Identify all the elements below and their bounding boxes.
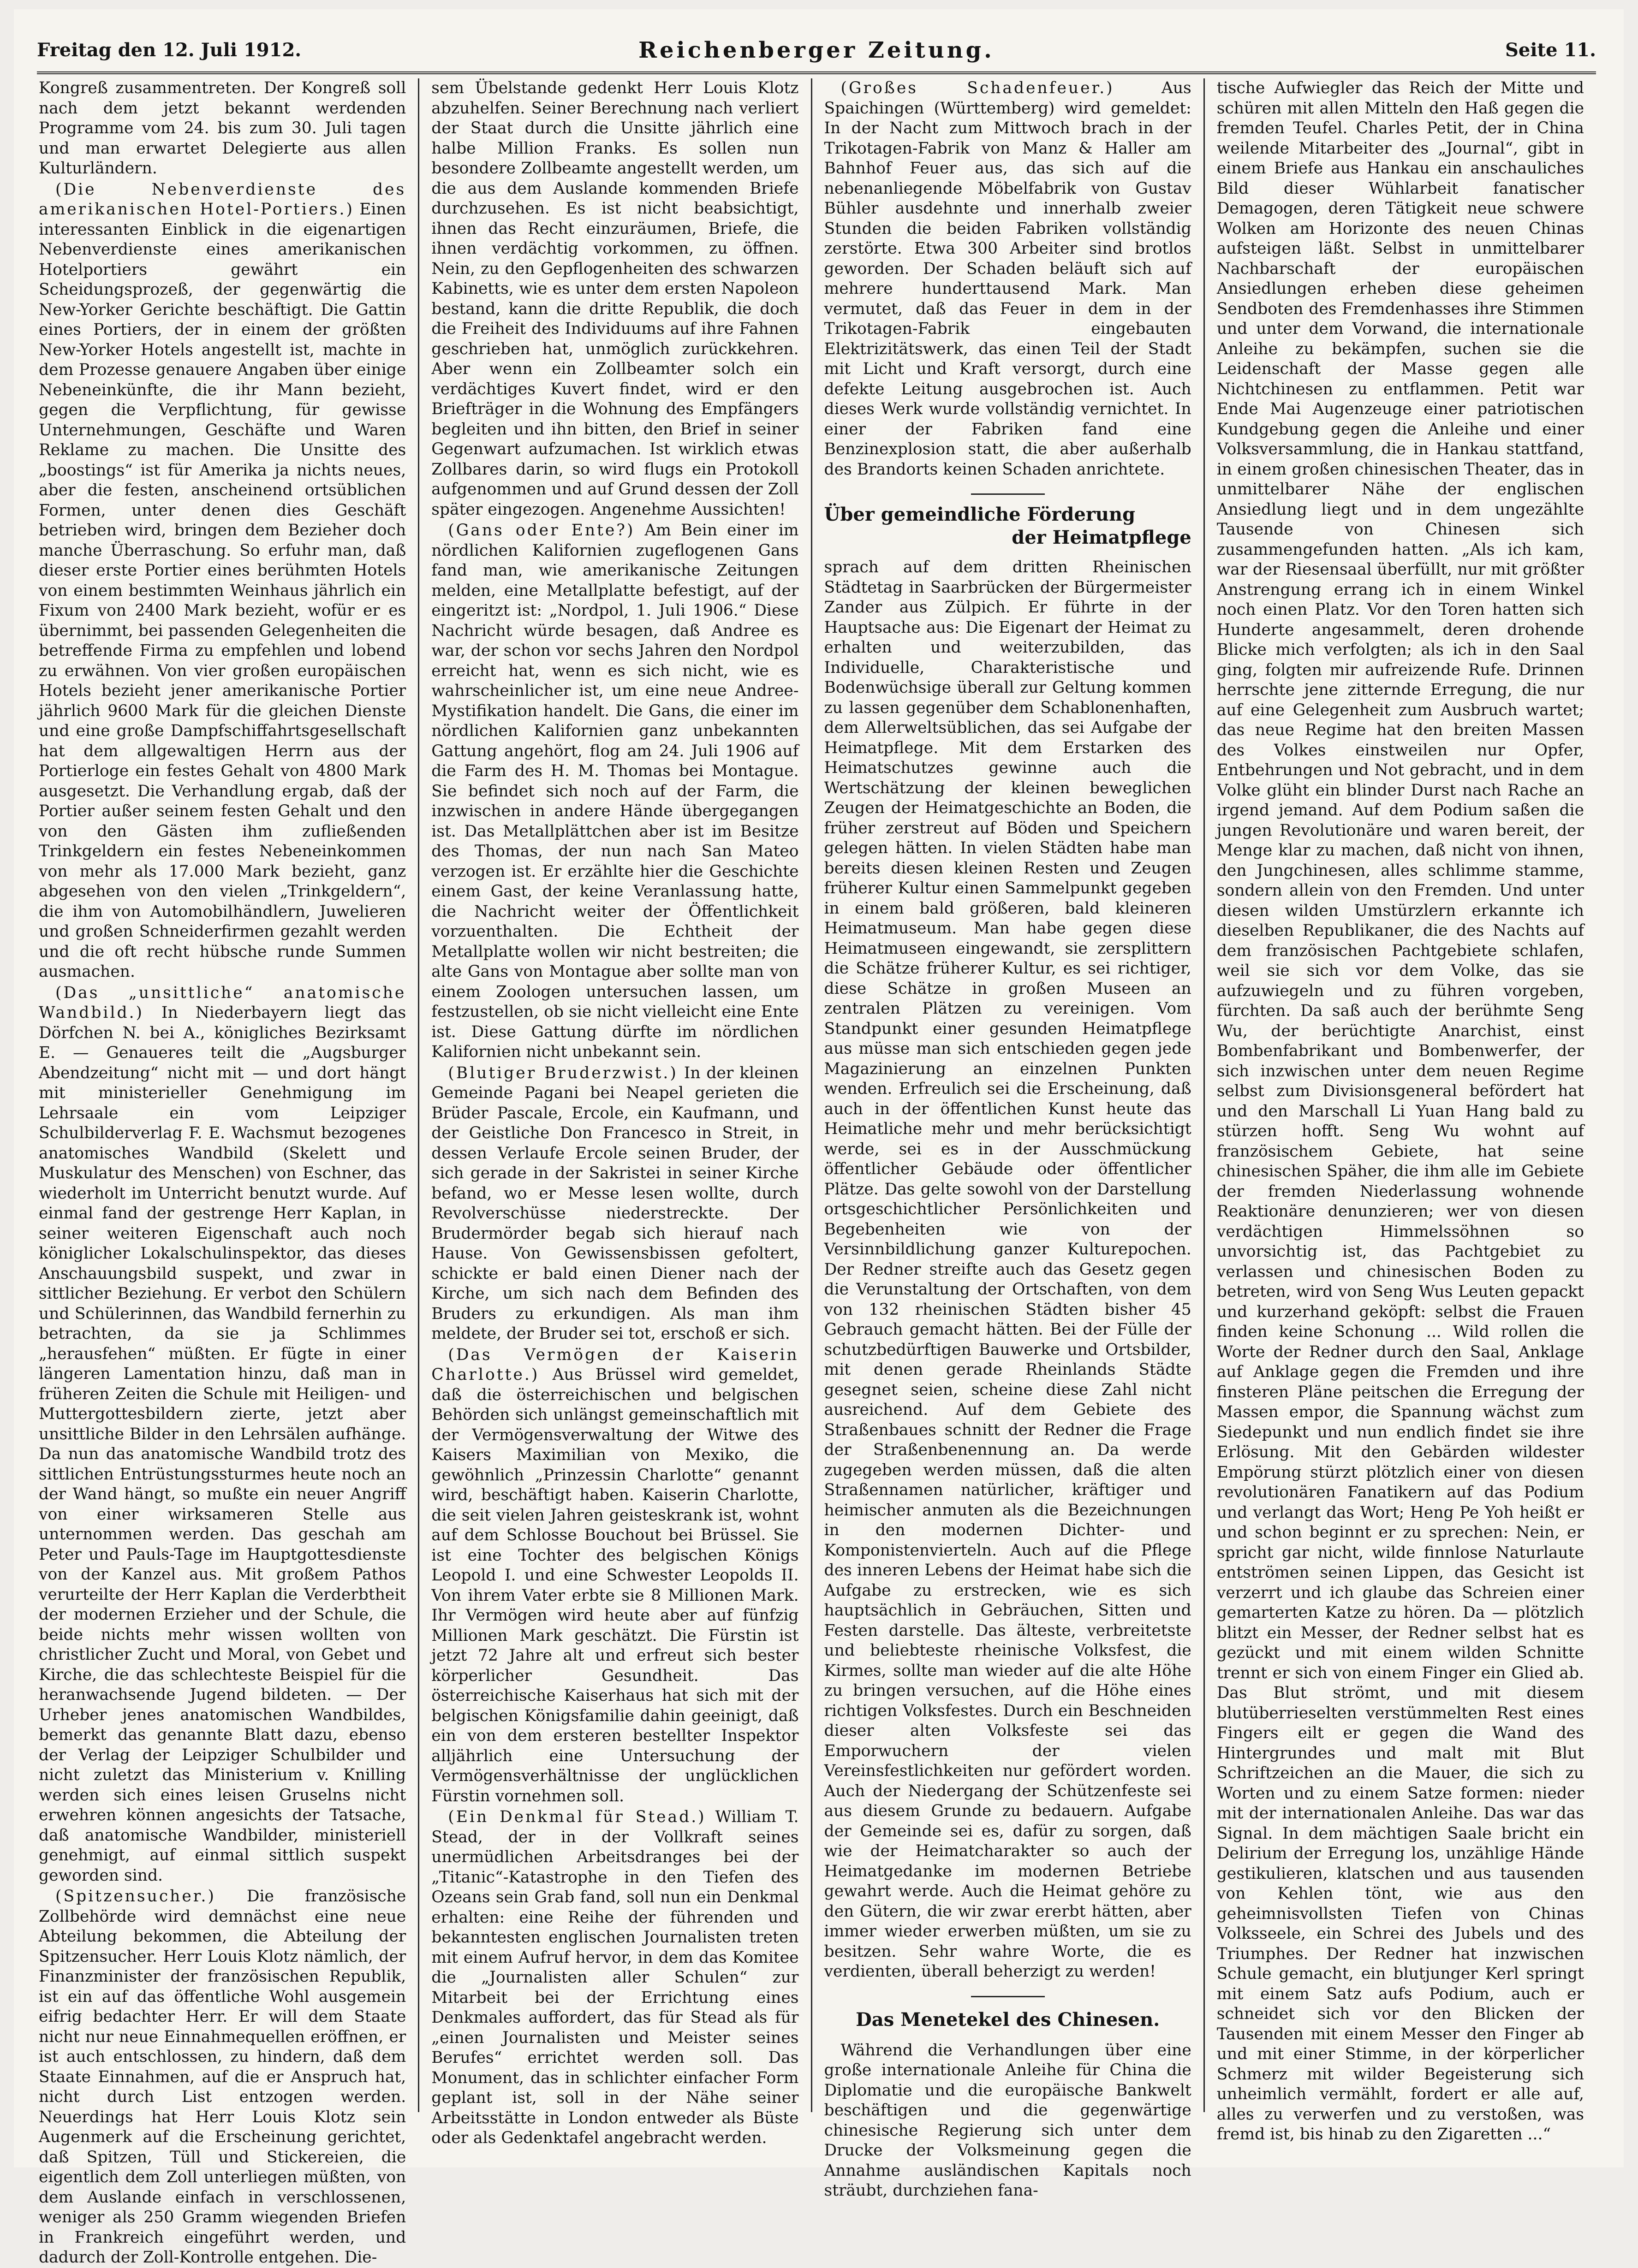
article-kicker: (Großes Schadenfeuer.)	[840, 79, 1114, 97]
headline-heimatpflege-line2: der Heimatpflege	[1012, 527, 1191, 548]
article-columns	[37, 78, 1596, 2267]
article-paragraph	[824, 78, 1191, 480]
page-header	[37, 35, 1596, 74]
article-text: Am Bein einer im nördlichen Kalifornien zugeflogenen Gans fand man, wie amerikanische Zeitungen melden, eine Metallplatte befestigt, auf der eingeritzt ist: „Nordpol, 1. Juli 1906.“ Diese Nachricht würde besagen, daß Andree es war, der schon vor sechs Jahren den Nordpol erreicht hat, wenn es sich nicht, wie es wahrscheinlicher ist, um eine neue Andree-Mystifikation handelt. Die Gans, die einer im nördlichen Kalifornien ganz unbekannten Gattung angehört, flog am 24. Juli 1906 auf die Farm des H. M. Thomas bei Montague. Sie befindet sich noch auf der Farm, die inzwischen in andere Hände übergegangen ist. Das Metallplättchen aber ist im Besitze des Thomas, der nun nach San Mateo verzogen ist. Er erzählte hier die Geschichte einem Gast, der keine Veranlassung hatte, die Nachricht weiter der Öffentlichkeit vorzuenthalten. Die Echtheit der Metallplatte wollen wir nicht bestreiten; die alte Gans von Montague aber sollte man von einem Zoologen untersuchen lassen, um festzustellen, ob sie nicht vielleicht eine Ente ist. Diese Gattung dürfte im nördlichen Kalifornien nicht unbekannt sein.	[431, 521, 799, 1061]
article-kicker: (Das Vermögen der Kaiserin Charlotte.)	[431, 1345, 799, 1384]
article-paragraph	[431, 78, 798, 520]
article-paragraph	[431, 1063, 798, 1344]
article-kicker: (Ein Denkmal für Stead.)	[448, 1808, 706, 1826]
column-3-top	[824, 78, 1191, 480]
column-3	[812, 78, 1205, 2200]
article-text: Die französische Zollbehörde wird demnächst eine neue Abteilung bekommen, die Abteilung der Spitzensucher. Herr Louis Klotz nämlich, der Finanzminister der französischen Republik, ist ein auf das öffentliche Wohl ausgemein eifrig bedachter Herr. Er will dem Staate nicht nur neue Einnahmequellen eröffnen, er ist auch entschlossen, zu hindern, daß dem Staate Einnahmen, auf die er Anspruch hat, nicht durch List entzogen werden. Neuerdings hat Herr Louis Klotz sein Augenmerk auf die Erscheinung gerichtet, daß Spitzen, Tüll und Stickereien, die eigentlich dem Zoll unterliegen müßten, von dem Auslande einfach in verschlossenen, weniger als 250 Gramm wiegenden Briefen in Frankreich eingeführt werden, und dadurch der Zoll-Kontrolle entgehen. Die-	[39, 1887, 406, 2267]
article-text: Aus Brüssel wird gemeldet, daß die österreichischen und belgischen Behörden sich unlängst gemeinschaftlich mit der Vermögensverwaltung der Witwe des Kaisers Maximilian von Mexiko, die gewöhnlich „Prinzessin Charlotte“ genannt wird, beschäftigt haben. Kaiserin Charlotte, die seit vielen Jahren geisteskrank ist, wohnt auf dem Schlosse Bouchout bei Brüssel. Sie ist eine Tochter des belgischen Königs Leopold I. und eine Schwester Leopolds II. Von ihrem Vater erbte sie 8 Millionen Mark. Ihr Vermögen wird heute aber auf fünfzig Millionen Mark geschätzt. Die Fürstin ist jetzt 72 Jahre alt und erfreut sich bester körperlicher Gesundheit. Das österreichische Kaiserhaus hat sich mit der belgischen Königsfamilie dahin geeinigt, daß ein von dem ersteren bestellter Inspektor alljährlich eine Untersuchung der Vermögensverhältnisse der unglücklichen Fürstin vornehmen soll.	[431, 1366, 799, 1805]
issue-date: Freitag den 12. Juli 1912.	[37, 39, 302, 61]
article-text: William T. Stead, der in der Vollkraft seines unermüdlichen Arbeitsdranges bei der „Titanic“-Katastrophe in den Tiefen des Ozeans sein Grab fand, soll nun ein Denkmal erhalten: eine Reihe der führenden und bekanntesten englischen Journalisten treten mit einem Aufruf hervor, in dem das Komitee die „Journalisten aller Schulen“ zur Mitarbeit bei der Errichtung eines Denkmales auffordert, das für Stead als für „einen Journalisten und Meister seines Berufes“ errichtet werden soll. Das Monument, das in schlichter einfacher Form geplant ist, soll in der Nähe seiner Arbeitsstätte in London entweder als Büste oder als Gedenktafel angebracht werden.	[431, 1808, 799, 2147]
article-text: In der kleinen Gemeinde Pagani bei Neapel gerieten die Brüder Pascale, Ercole, ein Kaufmann, und der Geistliche Don Francesco in Streit, in dessen Verlaufe Ercole seinen Bruder, der sich gerade in der Sakristei in seiner Kirche befand, wo er Messe lesen wollte, durch Revolverschüsse niederstreckte. Der Brudermörder begab sich hierauf nach Hause. Von Gewissensbissen gefoltert, schickte er bald einen Diener nach der Kirche, um sich nach dem Befinden des Bruders zu erkundigen. Als man ihm meldete, der Bruder sei tot, erschoß er sich.	[431, 1063, 799, 1343]
article-paragraph	[39, 180, 406, 982]
article-text: sem Übelstande gedenkt Herr Louis Klotz abzuhelfen. Seiner Berechnung nach verliert der Staat durch die Unsitte jährlich eine halbe Million Franks. Es sollen nun besondere Zollbeamte angestellt werden, um die aus dem Auslande kommenden Briefe durchzusehen. Es ist nicht beabsichtigt, ihnen das Recht einzuräumen, Briefe, die ihnen verdächtig vorkommen, zu öffnen. Nein, zu den Gepflogenheiten des schwarzen Kabinetts, wie es unter dem ersten Napoleon bestand, kann die dritte Republik, die doch die Freiheit des Individuums auf ihre Fahnen geschrieben hat, unmöglich zurückkehren. Aber wenn ein Zollbeamter solch ein verdächtiges Kuvert findet, wird er den Briefträger in die Wohnung des Empfängers begleiten und ihn bitten, den Brief in seiner Gegenwart aufzumachen. Ist wirklich etwas Zollbares darin, so wird flugs ein Protokoll aufgenommen und auf Grund dessen der Zoll später eingezogen. Angenehme Aussichten!	[431, 79, 799, 519]
masthead: Reichenberger Zeitung.	[638, 37, 995, 63]
article-kicker: (Gans oder Ente?)	[448, 521, 635, 540]
newspaper-page	[14, 9, 1624, 2267]
page-number: Seite 11.	[1505, 39, 1596, 61]
column-2	[419, 78, 812, 2147]
article-text: Aus Spaichingen (Württemberg) wird gemeldet: In der Nacht zum Mittwoch brach in der Trikotagen-Fabrik von Manz & Haller am Bahnhof Feuer aus, das sich auf die nebenanliegende Möbelfabrik von Gustav Bühler ausdehnte und innerhalb zweier Stunden die beiden Fabriken vollständig zerstörte. Etwa 300 Arbeiter sind brotlos geworden. Der Schaden beläuft sich auf mehrere hunderttausend Mark. Man vermutet, daß das Feuer in dem in der Trikotagen-Fabrik eingebauten Elektrizitätswerk, das einen Teil der Stadt mit Licht und Kraft versorgt, durch eine defekte Leitung ausgebrochen ist. Auch dieses Werk wurde vollständig vernichtet. In einer der Fabriken fand eine Benzinexplosion statt, die aber außerhalb des Brandorts keinen Schaden anrichtete.	[824, 79, 1191, 479]
article-paragraph	[824, 558, 1191, 1982]
section-divider	[971, 493, 1045, 495]
headline-heimatpflege-line1: Über gemeindliche Förderung	[824, 504, 1136, 525]
article-text: tische Aufwiegler das Reich der Mitte und schüren mit allen Mitteln den Haß gegen die fremden Teufel. Charles Petit, der in China weilende Mitarbeiter des „Journal“, gibt in einem Briefe aus Hankau ein anschauliches Bild dieser Wühlarbeit fanatischer Demagogen, deren Tätigkeit neue schwere Wolken am Horizonte des neuen Chinas aufsteigen läßt. Selbst in unmittelbarer Nachbarschaft der europäischen Ansiedlungen erheben diese geheimen Sendboten des Fremdenhasses ihre Stimmen und unter dem Vorwand, die internationale Anleihe zu bekämpfen, suchen sie die Leidenschaft der Masse gegen alle Nichtchinesen zu entflammen. Petit war Ende Mai Augenzeuge einer patriotischen Kundgebung gegen die Anleihe und einer Volksversammlung, die in Hankau stattfand, in einem großen chinesischen Theater, das in unmittelbarer Nähe der englischen Ansiedlung liegt und in dem ungezählte Tausende von Chinesen sich zusammengefunden hatten. „Als ich kam, war der Riesensaal überfüllt, nur mit größter Anstrengung errang ich in einem Winkel noch einen Platz. Vor den Toren hatten sich Hunderte angesammelt, deren drohende Blicke mich verfolgten; als ich in den Saal ging, folgten mir aufreizende Rufe. Drinnen herrschte jene zitternde Erregung, die nur auf eine Gelegenheit zum Ausbruch wartet; das neue Regime hat den breiten Massen des Volkes einstweilen nur Opfer, Entbehrungen und Not gebracht, und in dem Volke glüht ein blinder Durst nach Rache an irgend jemand. Auf dem Podium saßen die jungen Revolutionäre und waren bereit, der Menge klar zu machen, daß nicht von ihnen, den Jungchinesen, alles schlimme stamme, sondern allein von den Fremden. Und unter diesen wilden Umstürzlern erkannte ich dieselben Republikaner, die des Nachts auf dem französischen Pachtgebiete schlafen, weil sie sich vor dem Volke, das sie aufzuwiegeln und zu führen vorgeben, fürchten. Da saß auch der berühmte Seng Wu, der berüchtigte Anarchist, einst Bombenfabrikant und Bombenwerfer, der sich inzwischen unter dem neuen Regime selbst zum Divisionsgeneral befördert hat und den Marschall Li Yuan Hang bald zu stürzen hofft. Seng Wu wohnt auf französischem Gebiete, hat seine chinesischen Späher, die ihm alle im Gebiete der fremden Niederlassung wohnende Reaktionäre denunzieren; wer von diesen verdächtigen Himmelssöhnen so unvorsichtig ist, das Pachtgebiet zu verlassen und chinesischen Boden zu betreten, wird von Seng Wus Leuten gepackt und kurzerhand geköpft: selbst die Frauen finden keine Schonung ... Wild rollen die Worte der Redner durch den Saal, Anklage auf Anklage gegen die Fremden und ihre finsteren Pläne peitschen die Erregung der Massen empor, die Spannung wächst zum Siedepunkt und nun endlich findet sie ihre Erlösung. Mit den Gebärden wildester Empörung stürzt plötzlich einer von diesen revolutionären Fanatikern auf das Podium und verlangt das Wort; Heng Pe Yoh heißt er und schon beginnt er zu sprechen: Nein, er spricht gar nicht, wilde finnlose Naturlaute entströmen seinen Lippen, das Gesicht ist verzerrt und ich glaube das Schreien einer gemarterten Katze zu hören. Da — plötzlich blitzt ein Messer, der Redner selbst hat es gezückt und mit einem wilden Schnitte trennt er sich von einem Finger ein Glied ab. Das Blut strömt, und mit diesem blutüberrieselten verstümmelten Rest eines Fingers eilt er gegen die Wand des Hintergrundes und malt mit Blut Schriftzeichen an die Mauer, die sich zu Worten und zu einem Satze formen: nieder mit der internationalen Anleihe. Das war das Signal. In dem mächtigen Saale bricht ein Delirium der Erregung los, unzählige Hände gestikulieren, klatschen und aus tausenden von Kehlen tönt, wie aus den geheimnisvollsten Tiefen von Chinas Volksseele, ein Schrei des Jubels und des Triumphes. Der Redner hat inzwischen Schule gemacht, ein blutjunger Kerl springt mit einem Satz aufs Podium, auch er schneidet sich vor den Blicken der Tausenden mit einem Messer den Finger ab und mit einer Stimme, in der körperlicher Schmerz mit wilder Begeisterung sich unheimlich vermählt, fordert er alle auf, alles zu verwerfen und zu verstoßen, was fremd ist, bis hinab zu den Zigaretten ...“	[1216, 79, 1584, 2143]
headline-heimatpflege	[824, 503, 1191, 549]
article-text: Während die Verhandlungen über eine große internationale Anleihe für China die Diplomatie und die europäische Bankwelt beschäftigen und die gegenwärtige chinesische Regierung sich unter dem Drucke der Volksmeinung gegen die Annahme ausländischen Kapitals noch sträubt, durchziehen fana-	[824, 2041, 1191, 2200]
article-kicker: (Die Nebenverdienste des amerikanischen Hotel-Portiers.)	[39, 180, 406, 219]
article-paragraph	[1217, 78, 1584, 2145]
article-paragraph	[824, 2041, 1191, 2201]
article-text: Einen interessanten Einblick in die eigenartigen Nebenverdienste eines amerikanischen Hotelportiers gewährt ein Scheidungsprozeß, der gegenwärtig die New-Yorker Gerichte beschäftigt. Die Gattin eines Portiers, der in einem der größten New-Yorker Hotels angestellt ist, machte in dem Prozesse genauere Angaben über einige Nebeneinkünfte, die ihr Mann bezieht, gegen die Verpflichtung, für gewisse Unternehmungen, Geschäfte und Waren Reklame zu machen. Die Unsitte des „boostings“ ist für Amerika ja nichts neues, aber die festen, anscheinend ortsüblichen Formen, unter denen dies Geschäft betrieben wird, bringen dem Bezieher doch manche Überraschung. So erfuhr man, daß dieser erste Portier eines berühmten Hotels von einem bestimmten Weinhaus jährlich ein Fixum von 2400 Mark bezieht, wofür er es übernimmt, bei passenden Gelegenheiten die betreffende Firma zu empfehlen und lobend zu erwähnen. Von vier großen europäischen Hotels bezieht jener amerikanische Portier jährlich 9600 Mark für die gleichen Dienste und eine große Dampfschiffahrtsgesellschaft hat dem allgewaltigen Herrn aus der Portierloge ein festes Gehalt von 4800 Mark ausgesetzt. Die Verhandlung ergab, daß der Portier außer seinem festen Gehalt und den von den Gästen ihm zufließenden Trinkgeldern ein festes Nebeneinkommen von mehr als 17.000 Mark bezieht, ganz abgesehen von den vielen „Trinkgeldern“, die ihm von Automobilhändlern, Juwelieren und großen Schneiderfirmen gezahlt werden und die oft recht hübsche runde Summen ausmachen.	[39, 200, 406, 981]
article-paragraph	[431, 521, 798, 1063]
article-paragraph	[39, 78, 406, 179]
article-text: sprach auf dem dritten Rheinischen Städtetag in Saarbrücken der Bürgermeister Zander aus Zülpich. Er führte in der Hauptsache aus: Die Eigenart der Heimat zu erhalten und weiterzubilden, das Individuelle, Charakteristische und Bodenwüchsige überall zur Geltung kommen zu lassen gegenüber dem Schablonenhaften, dem Allerweltsüblichen, das sei Aufgabe der Heimatpflege. Mit dem Erstarken des Heimatschutzes gewinne auch die Wertschätzung der kleinen beweglichen Zeugen der Heimatgeschichte an Boden, die früher zerstreut auf Böden und Speichern gelegen hätten. In vielen Städten habe man bereits diesen kleinen Resten und Zeugen früherer Kultur einen Sammelpunkt gegeben in einem bald größeren, bald kleineren Heimatmuseum. Man habe gegen diese Heimatmuseen eingewandt, sie zersplittern die Schätze früherer Kultur, es sei richtiger, diese Schätze in großen Museen an zentralen Plätzen zu vereinigen. Vom Standpunkt einer gesunden Heimatpflege aus müsse man sich entschieden gegen jede Magazinierung an einzelnen Punkten wenden. Erfreulich sei die Erscheinung, daß auch in der öffentlichen Kunst heute das Heimatliche mehr und mehr berücksichtigt werde, sei es in der Ausschmückung öffentlicher Gebäude oder öffentlicher Plätze. Das gelte sowohl von der Darstellung ortsgeschichtlicher Persönlichkeiten und Begebenheiten wie von der Versinnbildlichung ganzer Kulturepochen. Der Redner streifte auch das Gesetz gegen die Verunstaltung der Ortschaften, von dem von 132 rheinischen Städten bisher 45 Gebrauch gemacht hätten. Bei der Fülle der schutzbedürftigen Bauwerke und Ortsbilder, mit denen gerade Rheinlands Städte gesegnet seien, scheine diese Zahl nicht ausreichend. Auf dem Gebiete des Straßenbaues schnitt der Redner die Frage der Straßenbenennung an. Da werde zugegeben werden müssen, daß die alten Straßennamen natürlicher, kräftiger und heimischer anmuten als die Bezeichnungen in den modernen Dichter- und Komponistenvierteln. Auch auf die Pflege des inneren Lebens der Heimat habe sich die Aufgabe zu erstrecken, wie es sich hauptsächlich in Gebräuchen, Sitten und Festen darstelle. Das älteste, verbreitetste und beliebteste rheinische Volksfest, die Kirmes, sollte man wieder auf die alte Höhe zu bringen versuchen, auf die Höhe eines richtigen Volksfestes. Durch ein Beschneiden dieser alten Volksfeste sei das Emporwuchern der vielen Vereinsfestlichkeiten nur gefördert worden. Auch der Niedergang der Schützenfeste sei aus diesem Grunde zu bedauern. Aufgabe der Gemeinde sei es, dafür zu sorgen, daß wie der Heimatcharakter so auch der Heimatgedanke im modernen Betriebe gewahrt werde. Auch die Heimat gehöre zu den Gütern, die wir zwar ererbt hätten, aber immer wieder erwerben müßten, um sie zu besitzen. Sehr wahre Worte, die es verdienten, überall beherzigt zu werden!	[824, 558, 1191, 1981]
column-1	[37, 78, 419, 2267]
article-heimatpflege	[824, 558, 1191, 1982]
article-paragraph	[39, 1887, 406, 2268]
article-text: In Niederbayern liegt das Dörfchen N. bei A., königliches Bezirksamt E. — Genaueres teilt die „Augsburger Abendzeitung“ nicht mit — und dort hängt mit ministerieller Genehmigung im Lehrsaale ein vom Leipziger Schulbilderverlag F. E. Wachsmut bezogenes anatomisches Wandbild (Skelett und Muskulatur des Menschen) von Eschner, das wiederholt im Unterricht benutzt wurde. Auf einmal fand der gestrenge Herr Kaplan, in seiner weiteren Eigenschaft auch noch königlicher Lokalschulinspektor, das dieses Anschauungsbild suspekt, und zwar in sittlicher Beziehung. Er verbot den Schülern und Schülerinnen, das Wandbild fernerhin zu betrachten, da sie ja Schlimmes „herausfehen“ müßten. Er fügte in einer längeren Lamentation hinzu, daß man in früheren Zeiten die Schule mit Heiligen- und Muttergottesbildern zierte, jetzt aber unsittliche Bilder in den Lehrsälen aufhänge. Da nun das anatomische Wandbild trotz des sittlichen Entrüstungssturmes heute noch an der Wand hängt, so mußte ein neuer Angriff von einer wirksameren Stelle aus unternommen werden. Das geschah am Peter und Pauls-Tage im Hauptgottesdienste von der Kanzel aus. Mit großem Pathos verurteilte der Herr Kaplan die Verderbtheit der modernen Erzieher und der Schule, die beide nichts mehr wissen wollten von christlicher Zucht und Moral, von Gebet und Kirche, die das schlechteste Beispiel für die heranwachsende Jugend bildeten. — Der Urheber jenes anatomischen Wandbildes, bemerkt das genannte Blatt dazu, ebenso der Verlag der Leipziger Schulbilder und nicht zuletzt das Ministerium v. Knilling werden sich eines leisen Gruselns nicht erwehren können angesichts der Tatsache, daß anatomische Wandbilder, ministeriell genehmigt, auf einmal sittlich suspekt geworden sind.	[39, 1003, 406, 1885]
article-text: Kongreß zusammentreten. Der Kongreß soll nach dem jetzt bekannt werdenden Programme vom 24. bis zum 30. Juli tagen und man erwartet Delegierte aus allen Kulturländern.	[39, 79, 406, 178]
article-menetekel	[824, 2041, 1191, 2201]
article-kicker: (Das „unsittliche“ anatomische Wandbild.)	[39, 983, 406, 1022]
article-kicker: (Spitzensucher.)	[55, 1887, 216, 1906]
column-4	[1205, 78, 1596, 2143]
article-paragraph	[431, 1345, 798, 1807]
headline-menetekel: Das Menetekel des Chinesen.	[856, 2008, 1160, 2031]
section-divider	[971, 1996, 1045, 1997]
article-kicker: (Blutiger Bruderzwist.)	[448, 1063, 678, 1082]
article-paragraph	[431, 1807, 798, 2149]
article-paragraph	[39, 983, 406, 1886]
